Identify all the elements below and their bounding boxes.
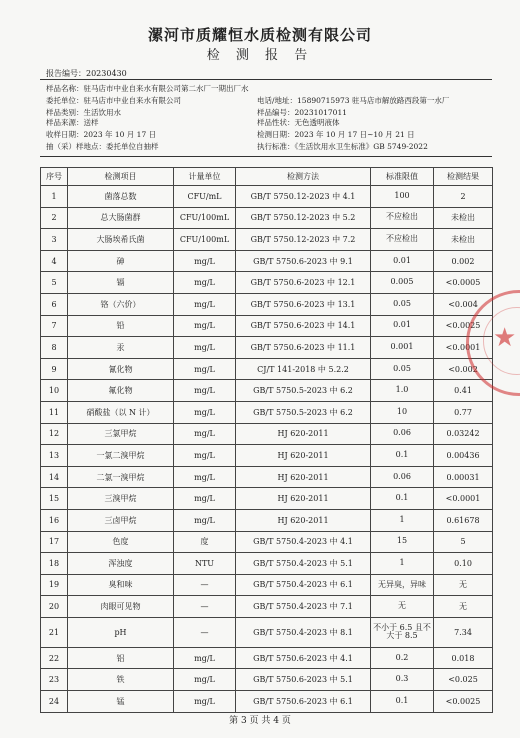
- info-left: 样品来源：送样: [46, 118, 99, 127]
- cell-result: 5: [434, 531, 493, 553]
- cell-item: pH: [68, 617, 174, 647]
- results-table: [40, 167, 493, 713]
- cell-limit: 0.1: [371, 488, 434, 510]
- cell-no: 21: [41, 617, 68, 647]
- cell-method: HJ 620-2011: [236, 488, 371, 510]
- cell-item: 三溴甲烷: [68, 488, 174, 510]
- table-row: [41, 401, 493, 423]
- cell-no: 6: [41, 293, 68, 315]
- cell-item: 浑浊度: [68, 553, 174, 575]
- cell-result: 无: [434, 596, 493, 618]
- cell-limit: 1.0: [371, 380, 434, 402]
- table-row: [41, 531, 493, 553]
- cell-limit: 不小于 6.5 且不大于 8.5: [371, 617, 434, 647]
- cell-no: 14: [41, 466, 68, 488]
- cell-no: 10: [41, 380, 68, 402]
- cell-item: 氟化物: [68, 380, 174, 402]
- cell-no: 16: [41, 509, 68, 531]
- cell-no: 12: [41, 423, 68, 445]
- table-row: [41, 445, 493, 467]
- cell-method: GB/T 5750.4-2023 中 7.1: [236, 596, 371, 618]
- cell-method: GB/T 5750.12-2023 中 5.2: [236, 207, 371, 229]
- cell-item: 总大肠菌群: [68, 207, 174, 229]
- cell-limit: 0.05: [371, 358, 434, 380]
- cell-item: 三氯甲烷: [68, 423, 174, 445]
- table-row: [41, 553, 493, 575]
- cell-result: <0.0025: [434, 691, 493, 713]
- cell-unit: —: [174, 617, 236, 647]
- info-left: 样品名称：驻马店市中业自来水有限公司第二水厂一期出厂水: [46, 84, 249, 93]
- cell-result: 未检出: [434, 229, 493, 251]
- cell-no: 1: [41, 186, 68, 208]
- cell-item: 氰化物: [68, 358, 174, 380]
- cell-method: GB/T 5750.12-2023 中 4.1: [236, 186, 371, 208]
- cell-method: HJ 620-2011: [236, 509, 371, 531]
- cell-no: 19: [41, 574, 68, 596]
- cell-item: 砷: [68, 250, 174, 272]
- cell-item: 菌落总数: [68, 186, 174, 208]
- company-name: 漯河市质耀恒水质检测有限公司: [147, 26, 372, 44]
- info-right: 样品编号：20231017011: [257, 108, 347, 117]
- cell-limit: 0.1: [371, 445, 434, 467]
- cell-no: 15: [41, 488, 68, 510]
- info-left: 收样日期：2023 年 10 月 17 日: [46, 130, 157, 139]
- cell-no: 9: [41, 358, 68, 380]
- cell-method: CJ/T 141-2018 中 5.2.2: [236, 358, 371, 380]
- cell-method: GB/T 5750.6-2023 中 5.1: [236, 669, 371, 691]
- cell-result: 0.10: [434, 553, 493, 575]
- table-row: [41, 423, 493, 445]
- cell-item: 铅: [68, 315, 174, 337]
- cell-method: HJ 620-2011: [236, 423, 371, 445]
- col-header-result: 检测结果: [434, 168, 493, 186]
- cell-unit: —: [174, 596, 236, 618]
- cell-unit: mg/L: [174, 466, 236, 488]
- table-row: [41, 509, 493, 531]
- cell-item: 一氯二溴甲烷: [68, 445, 174, 467]
- cell-limit: 0.3: [371, 669, 434, 691]
- cell-unit: mg/L: [174, 647, 236, 669]
- table-row: [41, 207, 493, 229]
- table-row: [41, 617, 493, 647]
- cell-method: GB/T 5750.6-2023 中 11.1: [236, 337, 371, 359]
- table-body: [41, 186, 493, 713]
- cell-unit: mg/L: [174, 401, 236, 423]
- cell-unit: mg/L: [174, 380, 236, 402]
- table-row: [41, 574, 493, 596]
- cell-unit: mg/L: [174, 445, 236, 467]
- cell-method: GB/T 5750.4-2023 中 6.1: [236, 574, 371, 596]
- cell-no: 5: [41, 272, 68, 294]
- cell-method: GB/T 5750.6-2023 中 4.1: [236, 647, 371, 669]
- col-header-no: 序号: [41, 168, 68, 186]
- info-divider: [40, 156, 492, 157]
- cell-method: GB/T 5750.4-2023 中 8.1: [236, 617, 371, 647]
- cell-unit: mg/L: [174, 691, 236, 713]
- cell-unit: mg/L: [174, 250, 236, 272]
- cell-result: 0.00031: [434, 466, 493, 488]
- cell-item: 三卤甲烷: [68, 509, 174, 531]
- cell-limit: 无: [371, 596, 434, 618]
- cell-limit: 0.06: [371, 466, 434, 488]
- cell-result: <0.0001: [434, 488, 493, 510]
- cell-unit: 度: [174, 531, 236, 553]
- cell-method: GB/T 5750.6-2023 中 13.1: [236, 293, 371, 315]
- cell-item: 铁: [68, 669, 174, 691]
- cell-no: 13: [41, 445, 68, 467]
- cell-method: GB/T 5750.6-2023 中 9.1: [236, 250, 371, 272]
- cell-limit: 100: [371, 186, 434, 208]
- cell-no: 11: [41, 401, 68, 423]
- table-row: [41, 272, 493, 294]
- cell-unit: mg/L: [174, 337, 236, 359]
- cell-unit: mg/L: [174, 315, 236, 337]
- table-row: [41, 293, 493, 315]
- cell-limit: 0.005: [371, 272, 434, 294]
- info-right: 检测日期：2023 年 10 月 17 日~10 月 21 日: [257, 130, 415, 139]
- cell-unit: —: [174, 574, 236, 596]
- cell-unit: CFU/100mL: [174, 207, 236, 229]
- cell-unit: mg/L: [174, 293, 236, 315]
- cell-item: 臭和味: [68, 574, 174, 596]
- info-right: 执行标准：《生活饮用水卫生标准》GB 5749-2022: [257, 142, 428, 151]
- cell-item: 硝酸盐（以 N 计）: [68, 401, 174, 423]
- cell-result: <0.002: [434, 358, 493, 380]
- info-right: 样品性状：无色透明液体: [257, 118, 340, 127]
- cell-unit: mg/L: [174, 669, 236, 691]
- cell-result: 0.002: [434, 250, 493, 272]
- cell-method: HJ 620-2011: [236, 466, 371, 488]
- cell-method: GB/T 5750.12-2023 中 7.2: [236, 229, 371, 251]
- cell-limit: 15: [371, 531, 434, 553]
- cell-result: 未检出: [434, 207, 493, 229]
- table-row: [41, 250, 493, 272]
- page-number: 第 3 页 共 4 页: [229, 716, 291, 726]
- cell-method: GB/T 5750.5-2023 中 6.2: [236, 380, 371, 402]
- cell-result: 0.41: [434, 380, 493, 402]
- cell-item: 肉眼可见物: [68, 596, 174, 618]
- cell-method: GB/T 5750.6-2023 中 14.1: [236, 315, 371, 337]
- table-row: [41, 466, 493, 488]
- cell-item: 铝: [68, 647, 174, 669]
- seal-star-icon: ★: [493, 323, 517, 353]
- col-header-limit: 标准限值: [371, 168, 434, 186]
- cell-unit: CFU/100mL: [174, 229, 236, 251]
- info-left: 抽（采）样地点：委托单位自抽样: [46, 142, 159, 151]
- cell-result: <0.025: [434, 669, 493, 691]
- cell-limit: 0.05: [371, 293, 434, 315]
- cell-method: GB/T 5750.5-2023 中 6.2: [236, 401, 371, 423]
- cell-unit: mg/L: [174, 423, 236, 445]
- cell-limit: 0.001: [371, 337, 434, 359]
- cell-item: 色度: [68, 531, 174, 553]
- table-row: [41, 186, 493, 208]
- table-row: [41, 358, 493, 380]
- cell-item: 镉: [68, 272, 174, 294]
- cell-result: 7.34: [434, 617, 493, 647]
- table-row: [41, 488, 493, 510]
- info-left: 委托单位：驻马店市中业自来水有限公司: [46, 96, 181, 105]
- cell-result: 0.77: [434, 401, 493, 423]
- cell-method: GB/T 5750.4-2023 中 4.1: [236, 531, 371, 553]
- header-divider: [40, 79, 492, 80]
- cell-result: 0.03242: [434, 423, 493, 445]
- col-header-unit: 计量单位: [174, 168, 236, 186]
- cell-limit: 1: [371, 553, 434, 575]
- cell-item: 锰: [68, 691, 174, 713]
- cell-unit: mg/L: [174, 358, 236, 380]
- table-row: [41, 647, 493, 669]
- cell-limit: 0.01: [371, 315, 434, 337]
- table-row: [41, 337, 493, 359]
- cell-item: 汞: [68, 337, 174, 359]
- cell-no: 17: [41, 531, 68, 553]
- cell-result: 0.61678: [434, 509, 493, 531]
- table-row: [41, 691, 493, 713]
- col-header-item: 检测项目: [68, 168, 174, 186]
- cell-method: GB/T 5750.6-2023 中 12.1: [236, 272, 371, 294]
- table-row: [41, 315, 493, 337]
- cell-result: <0.0001: [434, 337, 493, 359]
- cell-limit: 0.01: [371, 250, 434, 272]
- table-row: [41, 229, 493, 251]
- table-row: [41, 380, 493, 402]
- cell-no: 22: [41, 647, 68, 669]
- cell-unit: CFU/mL: [174, 186, 236, 208]
- cell-limit: 0.2: [371, 647, 434, 669]
- cell-limit: 无异臭，异味: [371, 574, 434, 596]
- cell-result: 2: [434, 186, 493, 208]
- cell-no: 20: [41, 596, 68, 618]
- cell-result: 无: [434, 574, 493, 596]
- table-row: [41, 596, 493, 618]
- cell-limit: 不应检出: [371, 229, 434, 251]
- cell-no: 7: [41, 315, 68, 337]
- info-right: 电话/地址：15890715973 驻马店市解放路西段第一水厂: [257, 96, 450, 105]
- cell-unit: mg/L: [174, 272, 236, 294]
- cell-limit: 不应检出: [371, 207, 434, 229]
- cell-result: <0.0005: [434, 272, 493, 294]
- cell-result: 0.00436: [434, 445, 493, 467]
- cell-no: 18: [41, 553, 68, 575]
- cell-unit: mg/L: [174, 509, 236, 531]
- cell-result: <0.0025: [434, 315, 493, 337]
- cell-no: 2: [41, 207, 68, 229]
- cell-item: 铬（六价）: [68, 293, 174, 315]
- cell-method: GB/T 5750.6-2023 中 6.1: [236, 691, 371, 713]
- report-number-label: 报告编号：: [46, 69, 86, 78]
- cell-no: 8: [41, 337, 68, 359]
- report-number: [46, 68, 127, 79]
- cell-unit: mg/L: [174, 488, 236, 510]
- report-number-value: 20230430: [86, 69, 127, 78]
- document-title: 检 测 报 告: [206, 48, 314, 63]
- info-left: 样品类别：生活饮用水: [46, 108, 121, 117]
- cell-limit: 10: [371, 401, 434, 423]
- cell-unit: NTU: [174, 553, 236, 575]
- cell-result: 0.018: [434, 647, 493, 669]
- cell-item: 大肠埃希氏菌: [68, 229, 174, 251]
- cell-result: <0.004: [434, 293, 493, 315]
- cell-no: 23: [41, 669, 68, 691]
- table-header-row: [41, 168, 493, 186]
- col-header-method: 检测方法: [236, 168, 371, 186]
- cell-no: 24: [41, 691, 68, 713]
- cell-limit: 0.06: [371, 423, 434, 445]
- cell-no: 3: [41, 229, 68, 251]
- cell-limit: 1: [371, 509, 434, 531]
- table-row: [41, 669, 493, 691]
- cell-method: HJ 620-2011: [236, 445, 371, 467]
- cell-item: 二氯一溴甲烷: [68, 466, 174, 488]
- cell-no: 4: [41, 250, 68, 272]
- cell-limit: 0.1: [371, 691, 434, 713]
- cell-method: GB/T 5750.4-2023 中 5.1: [236, 553, 371, 575]
